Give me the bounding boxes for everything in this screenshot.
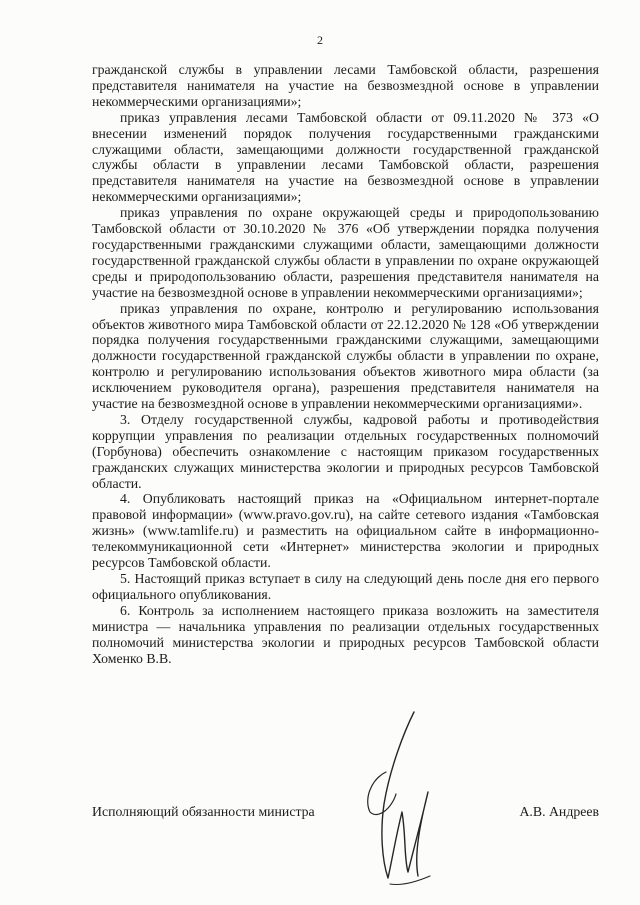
paragraph-item-6: 6. Контроль за исполнением настоящего приказа возложить на заместителя министра — начальника управления по реализации отдельных государственных полномочий министерства экологии и природных ресурсов Тамбовской области Хоменко В.В. xyxy=(92,602,599,666)
page-number: 2 xyxy=(317,33,323,47)
signature-stroke-loop xyxy=(368,772,396,815)
paragraph-continued: гражданской службы в управлении лесами Тамбовской области, разрешения представителя нанимателя на участие на безвозмездной основе в управлении некоммерческими организациями»; xyxy=(92,62,599,109)
paragraph-order-128: приказ управления по охране, контролю и регулированию использования объектов животного мира Тамбовской области от 22.12.2020 № 128 «Об утверждении порядка получения государственными гражданскими служащими, замещающими должности государственной гражданской службы области в управлении по охране, контролю и регулированию использования объектов животного мира области (за исключением руководителя органа), разрешения представителя нанимателя на участие на безвозмездной основе в управлении некоммерческими организациями». xyxy=(92,300,599,412)
document-body xyxy=(92,62,599,666)
signature-stroke-main xyxy=(382,712,428,878)
paragraph-order-373: приказ управления лесами Тамбовской области от 09.11.2020 № 373 «О внесении изменений порядок получения государственными гражданскими служащими области, замещающими должности государственной гражданской службы области в управлении лесами Тамбовской области, разрешения представителя нанимателя на участие на безвозмездной основе в управлении некоммерческими организациями»; xyxy=(92,109,599,205)
handwritten-signature xyxy=(356,708,436,888)
paragraph-item-3: 3. Отделу государственной службы, кадровой работы и противодействия коррупции управления по реализации отдельных государственных полномочий (Горбунова) обеспечить ознакомление с настоящим приказом государственных гражданских служащих министерства экологии и природных ресурсов Тамбовской области. xyxy=(92,411,599,491)
signer-title: Исполняющий обязанности министра xyxy=(92,804,315,819)
signer-name: А.В. Андреев xyxy=(519,804,599,819)
signature-stroke-tail xyxy=(390,876,430,885)
paragraph-item-4: 4. Опубликовать настоящий приказ на «Официальном интернет-портале правовой информации» (www.pravo.gov.ru), на сайте сетевого издания «Тамбовская жизнь» (www.tamlife.ru) и разместить на официальном сайте в информационно-телекоммуникационной сети «Интернет» министерства экологии и природных ресурсов Тамбовской области. xyxy=(92,491,599,571)
paragraph-order-376: приказ управления по охране окружающей среды и природопользованию Тамбовской области от 30.10.2020 № 376 «Об утверждении порядка получения государственными гражданскими служащими области, замещающими должности государственной гражданской службы области в управлении по охране окружающей среды и природопользованию области, разрешения представителя нанимателя на участие на безвозмездной основе в управлении некоммерческими организациями»; xyxy=(92,205,599,300)
paragraph-item-5: 5. Настоящий приказ вступает в силу на следующий день после дня его первого официального опубликования. xyxy=(92,571,599,602)
